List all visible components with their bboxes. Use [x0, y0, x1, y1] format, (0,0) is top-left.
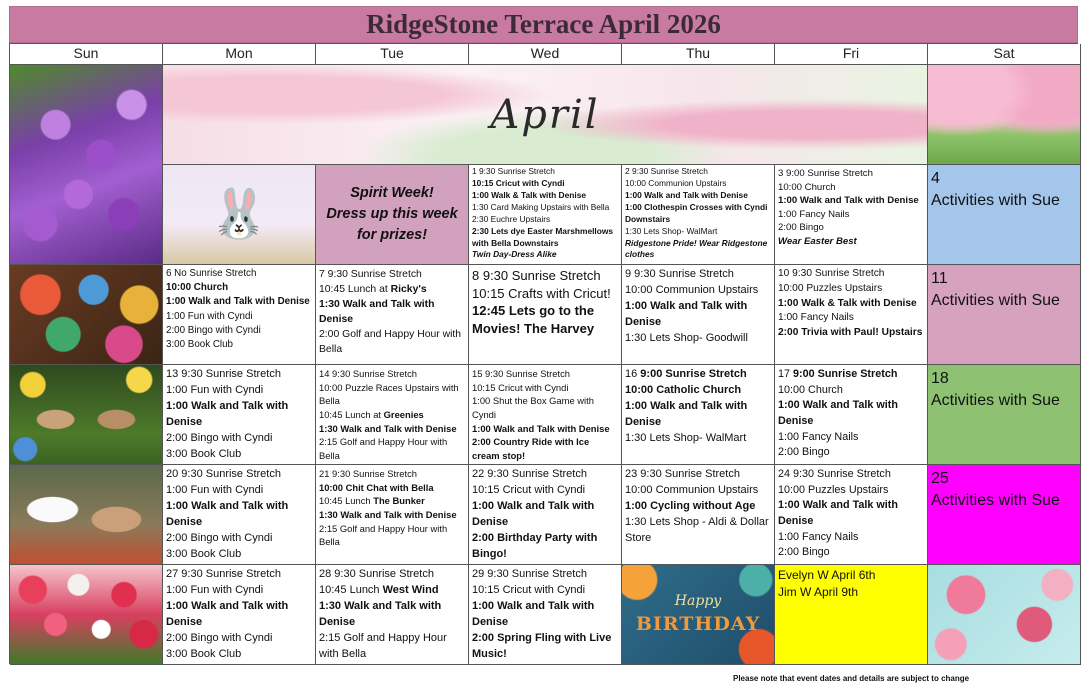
event-line: 28 9:30 Sunrise Stretch	[319, 568, 434, 580]
event-text: 10:45 Lunch at	[319, 408, 384, 420]
tulips-image	[10, 565, 163, 665]
event-line: Activities with Sue	[931, 292, 1060, 310]
event-line: 1:00 Walk and Talk with Denise	[778, 195, 919, 207]
event-line	[319, 408, 466, 422]
day-cell-4	[928, 165, 1081, 265]
day-cell-10	[775, 265, 928, 365]
event-line: 10:15 Cricut with Cyndi	[472, 381, 569, 393]
event-line: 2:00 Country Ride with Ice cream stop!	[472, 436, 590, 461]
event-line: 10:00 Catholic Church	[625, 383, 742, 396]
event-line: 1:00 Walk and Talk with Denise	[625, 299, 748, 328]
event-line: 10:00 Church	[778, 181, 836, 193]
day-number: 4	[931, 170, 940, 187]
calendar-grid	[9, 43, 1078, 664]
event-line: 1:00 Fun with Cyndi	[166, 383, 264, 396]
day-header-thu: Thu	[622, 44, 775, 65]
event-line: 8 9:30 Sunrise Stretch	[472, 268, 601, 283]
event-line: 10:15 Cricut with Cyndi	[472, 177, 565, 188]
event-line: 1:00 Fun with Cyndi	[166, 583, 264, 596]
event-line: 10:15 Cricut with Cyndi	[472, 583, 586, 596]
event-line: 1:00 Walk and Talk with Denise	[166, 499, 289, 528]
event-line: 2:00 Golf and Happy Hour with Bella	[319, 329, 462, 356]
day-cell-22	[469, 465, 622, 565]
event-line: 21 9:30 Sunrise Stretch	[319, 468, 417, 479]
event-line: 10:00 Chit Chat with Bella	[319, 481, 434, 493]
day-cell-9	[622, 265, 775, 365]
event-line: 3:00 Book Club	[166, 647, 242, 660]
day-cell-3	[775, 165, 928, 265]
event-line	[319, 494, 466, 508]
day-cell-17	[775, 365, 928, 465]
day-header-tue: Tue	[316, 44, 469, 65]
event-line: 14 9:30 Sunrise Stretch	[319, 368, 417, 379]
easter-bunny-photo	[10, 465, 163, 565]
event-line: Wear Easter Best	[778, 236, 857, 248]
event-text: 10:45 Lunch at	[319, 284, 391, 296]
day-cell-27	[163, 565, 316, 665]
event-line: 2:00 Bingo	[778, 222, 824, 234]
event-venue: Greenies	[383, 408, 424, 420]
event-line: 1:00 Walk & Talk with Denise	[472, 189, 587, 200]
event-line	[319, 583, 466, 599]
event-line: 2:15 Golf and Happy Hour with Bella	[319, 631, 447, 660]
event-venue: Ricky's	[390, 284, 427, 296]
event-line: 10:00 Puzzles Upstairs	[778, 483, 889, 496]
day-cell-8	[469, 265, 622, 365]
day-cell-21	[316, 465, 469, 565]
day-cell-23	[622, 465, 775, 565]
day-number: 16	[625, 368, 641, 380]
event-line: 2 9:30 Sunrise Stretch	[625, 166, 708, 176]
event-line: 2:30 Lets dye Easter Marshmellows with Bella Downstairs	[472, 225, 614, 248]
lilac-image	[10, 65, 163, 265]
event-line: 1:30 Walk and Talk with Denise	[319, 599, 442, 628]
event-line: 10:00 Church	[166, 282, 229, 294]
day-cell-6	[163, 265, 316, 365]
event-line: 1:00 Walk and Talk with Denise	[625, 399, 748, 428]
event-line: 2:15 Golf and Happy Hour with Bella	[319, 522, 448, 548]
day-header-sun: Sun	[10, 44, 163, 65]
event-line: 1:30 Lets Shop - Aldi & Dollar Store	[625, 515, 769, 544]
day-cell-2	[622, 165, 775, 265]
day-cell-24	[775, 465, 928, 565]
day-header-mon: Mon	[163, 44, 316, 65]
event-line: 2:00 Bingo with Cyndi	[166, 431, 273, 444]
event-line: 10:00 Puzzles Upstairs	[778, 282, 883, 294]
event-line: Activities with Sue	[931, 392, 1060, 410]
bunny-icon: 🐰	[209, 187, 269, 241]
event-line: 2:00 Bingo	[778, 446, 830, 459]
day-number: 18	[931, 370, 949, 387]
event-line: 1:00 Walk and Talk with Denise	[166, 399, 289, 428]
event-line: 1:00 Cycling without Age	[625, 499, 756, 512]
day-number: 25	[931, 470, 949, 487]
day-cell-13	[163, 365, 316, 465]
event-line: 10:00 Church	[778, 383, 843, 396]
event-line	[625, 367, 772, 383]
cherry-trees-image	[928, 65, 1081, 165]
calendar-title: RidgeStone Terrace April 2026	[9, 6, 1078, 43]
floral-image	[928, 565, 1081, 665]
event-line: 10:00 Puzzle Races Upstairs with Bella	[319, 381, 459, 407]
day-cell-28	[316, 565, 469, 665]
event-line: 1:30 Lets Shop- WalMart	[625, 225, 718, 236]
event-venue: The Bunker	[373, 495, 425, 507]
event-line: 1:00 Fun with Cyndi	[166, 310, 253, 322]
event-line: 2:00 Spring Fling with Live Music!	[472, 631, 612, 660]
birthday-card-line1: Happy	[674, 592, 722, 609]
event-line: 1:00 Clothespin Crosses with Cyndi Downstairs	[625, 201, 768, 224]
event-line: 22 9:30 Sunrise Stretch	[472, 468, 587, 480]
happy-birthday-image	[622, 565, 775, 665]
event-line: 10:15 Cricut with Cyndi	[472, 483, 586, 496]
day-cell-15	[469, 365, 622, 465]
event-line	[319, 282, 466, 297]
event-line: 1:30 Walk and Talk with Denise	[319, 299, 435, 326]
garden-bunnies-image	[10, 365, 163, 465]
event-line: 2:00 Bingo with Cyndi	[166, 324, 261, 336]
event-line: 13 9:30 Sunrise Stretch	[166, 368, 281, 380]
event-text: 10:45 Lunch	[319, 583, 383, 596]
event-line: 1:00 Walk and Talk with Denise	[472, 422, 610, 434]
event-line: 1:00 Walk and Talk with Denise	[472, 599, 595, 628]
event-line: 10:00 Communion Upstairs	[625, 283, 759, 296]
day-cell-20	[163, 465, 316, 565]
event-line: 20 9:30 Sunrise Stretch	[166, 468, 281, 480]
event-line: 1:00 Fancy Nails	[778, 430, 859, 443]
event-line: 1:00 Fun with Cyndi	[166, 483, 264, 496]
easter-eggs-image	[10, 265, 163, 365]
day-cell-29	[469, 565, 622, 665]
event-line: 1:00 Fancy Nails	[778, 530, 859, 543]
event-line: 29 9:30 Sunrise Stretch	[472, 568, 587, 580]
event-line: 1:30 Lets Shop- Goodwill	[625, 331, 748, 344]
event-line: 3 9:00 Sunrise Stretch	[778, 168, 873, 179]
day-cell-7	[316, 265, 469, 365]
event-line: Activities with Sue	[931, 492, 1060, 510]
event-line: 2:00 Birthday Party with Bingo!	[472, 531, 598, 560]
event-line: 15 9:30 Sunrise Stretch	[472, 368, 570, 379]
event-line: 1:00 Fancy Nails	[778, 312, 854, 324]
event-line: 2:00 Bingo	[778, 546, 830, 559]
event-line: 2:00 Trivia with Paul! Upstairs	[778, 327, 923, 339]
event-line: 2:00 Bingo with Cyndi	[166, 531, 273, 544]
event-line: 1:00 Walk and Talk with Denise	[625, 189, 748, 200]
event-line: 1:00 Walk & Talk with Denise	[778, 297, 917, 309]
event-line: 2:30 Euchre Upstairs	[472, 213, 551, 224]
event-line: 1:30 Walk and Talk with Denise	[319, 422, 457, 434]
event-line: 6 No Sunrise Stretch	[166, 268, 257, 279]
day-cell-1	[469, 165, 622, 265]
day-cell-14	[316, 365, 469, 465]
event-line: 1:00 Shut the Box Game with Cyndi	[472, 395, 594, 420]
day-number: 11	[931, 270, 948, 287]
event-line	[778, 367, 925, 383]
april-banner-word: April	[490, 91, 600, 138]
day-header-fri: Fri	[775, 44, 928, 65]
event-line: 3:00 Book Club	[166, 447, 242, 460]
event-line: 1:00 Walk and Talk with Denise	[166, 296, 310, 308]
event-line: 1:00 Walk and Talk with Denise	[778, 399, 898, 427]
spirit-week-title: Spirit Week!	[350, 184, 434, 201]
event-line: 23 9:30 Sunrise Stretch	[625, 468, 740, 480]
event-line: 10:00 Communion Upstairs	[625, 177, 727, 188]
event-text: 9:00 Sunrise Stretch	[793, 368, 898, 380]
day-cell-11	[928, 265, 1081, 365]
event-line: 12:45 Lets go to the Movies! The Harvey	[472, 303, 595, 336]
event-line: 10:15 Crafts with Cricut!	[472, 285, 611, 301]
event-line: 27 9:30 Sunrise Stretch	[166, 568, 281, 580]
event-text: 9:00 Sunrise Stretch	[640, 368, 747, 380]
event-line: Twin Day-Dress Alike	[472, 249, 557, 260]
event-line: 10:00 Communion Upstairs	[625, 483, 759, 496]
event-line: 1:00 Walk and Talk with Denise	[166, 599, 289, 628]
event-line: 1:00 Walk and Talk with Denise	[472, 499, 595, 528]
april-banner-image	[163, 65, 928, 165]
event-line: 1:30 Card Making Upstairs with Bella	[472, 201, 610, 212]
event-line: 1 9:30 Sunrise Stretch	[472, 166, 555, 176]
birthday-card-line2: BIRTHDAY	[635, 612, 761, 635]
day-header-sat: Sat	[928, 44, 1081, 65]
birthday-entry: Jim W April 9th	[778, 585, 859, 600]
birthday-entry: Evelyn W April 6th	[778, 568, 876, 582]
event-line: 3:00 Book Club	[166, 339, 233, 351]
event-line: 2:00 Bingo with Cyndi	[166, 631, 273, 644]
event-text: 10:45 Lunch	[319, 495, 374, 507]
event-line: 7 9:30 Sunrise Stretch	[319, 269, 422, 280]
event-line: 1:00 Fancy Nails	[778, 208, 850, 220]
day-cell-25	[928, 465, 1081, 565]
event-line: Activities with Sue	[931, 192, 1060, 210]
day-cell-18	[928, 365, 1081, 465]
event-venue: West Wind	[382, 583, 439, 596]
event-line: 10 9:30 Sunrise Stretch	[778, 268, 885, 279]
easter-bunny-basket-image	[163, 165, 316, 265]
footer-note: Please note that event dates and details are subject to change	[733, 674, 970, 683]
event-line: Ridgestone Pride! Wear Ridgestone clothes	[625, 237, 768, 260]
event-line: 2:15 Golf and Happy Hour with Bella	[319, 436, 448, 461]
day-cell-16	[622, 365, 775, 465]
birthdays-cell	[775, 565, 928, 665]
day-header-wed: Wed	[469, 44, 622, 65]
event-line: 9 9:30 Sunrise Stretch	[625, 268, 734, 280]
event-line: 3:00 Book Club	[166, 547, 242, 560]
day-number: 17	[778, 368, 794, 380]
event-line: 1:30 Walk and Talk with Denise	[319, 508, 457, 520]
event-line: 1:30 Lets Shop- WalMart	[625, 431, 747, 444]
spirit-week-subtitle: Dress up this week for prizes!	[326, 205, 458, 243]
event-line: 1:00 Walk and Talk with Denise	[778, 499, 898, 527]
spirit-week-cell	[316, 165, 469, 265]
event-line: 24 9:30 Sunrise Stretch	[778, 468, 891, 480]
